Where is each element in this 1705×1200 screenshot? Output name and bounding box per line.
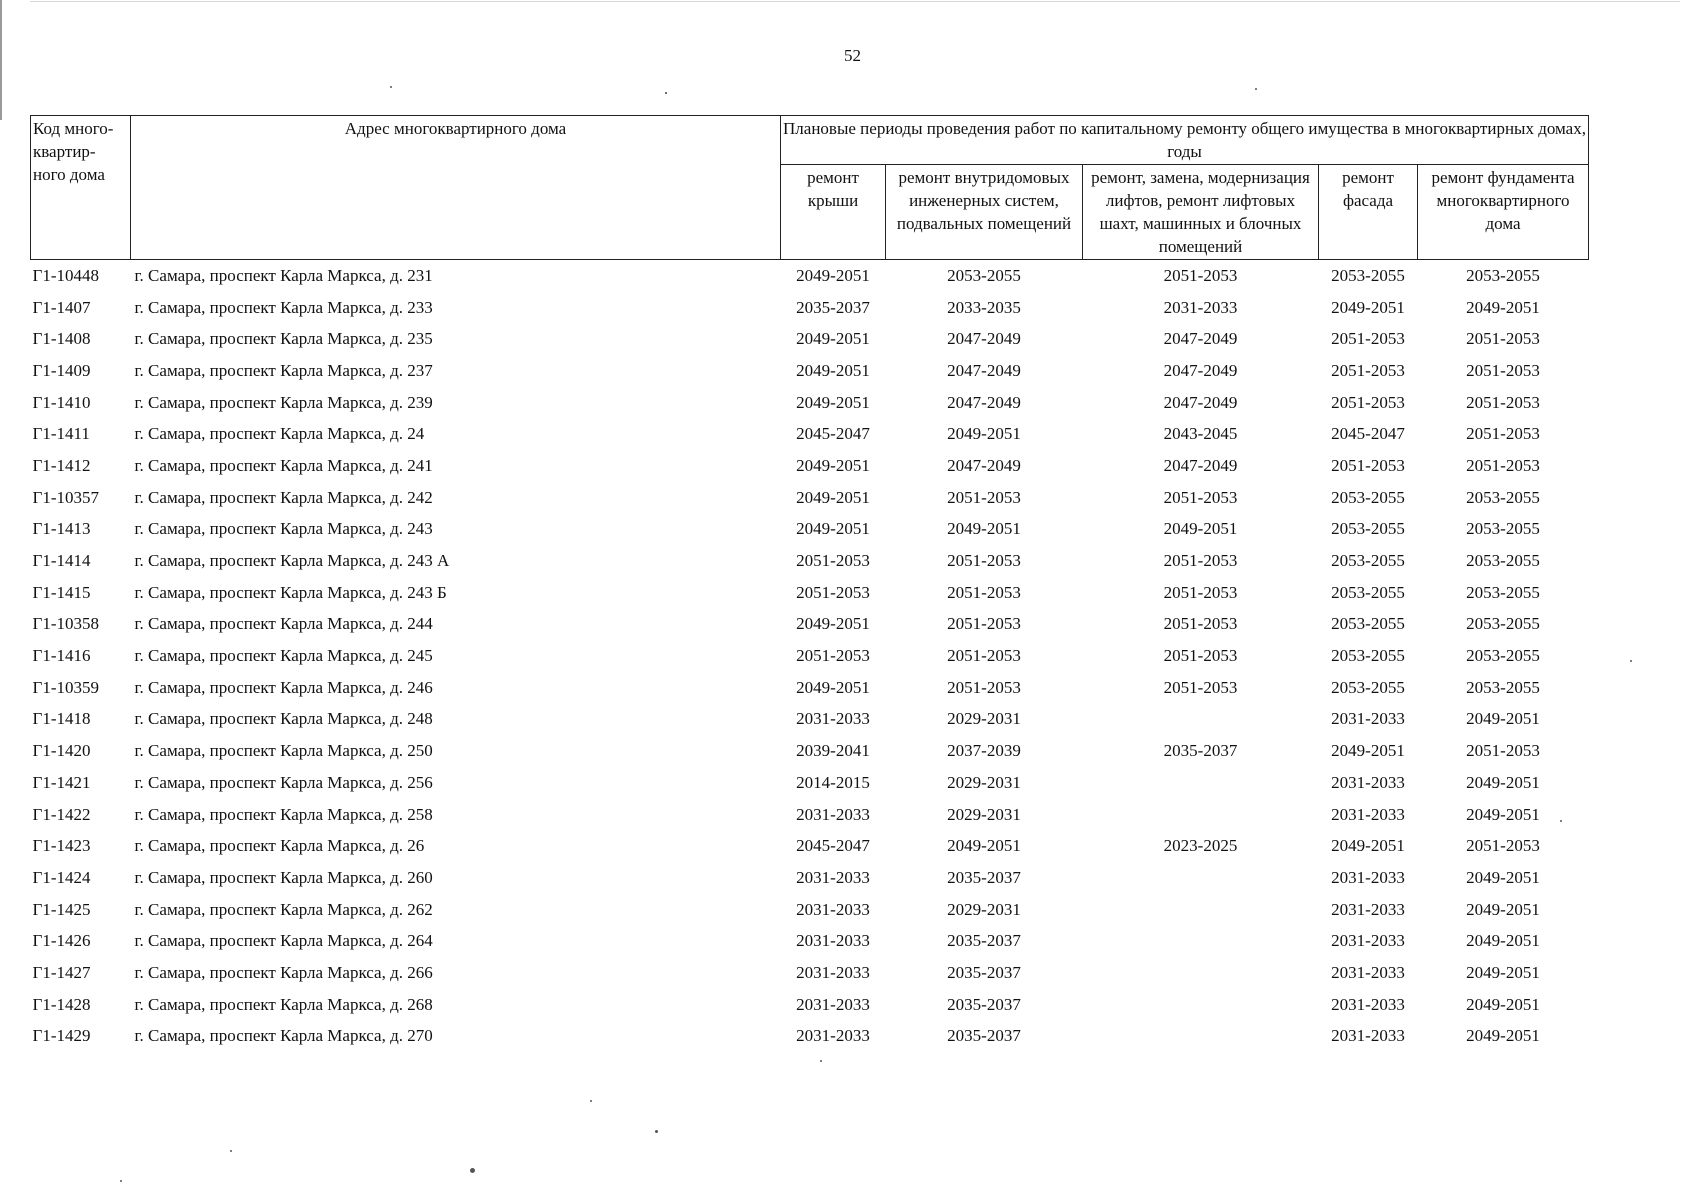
cell-elevators: 2047-2049	[1163, 360, 1238, 380]
capital-repair-table	[30, 115, 1589, 1052]
scan-speck	[655, 1130, 658, 1133]
cell-facade: 2049-2051	[1331, 836, 1405, 856]
cell-elevators	[1083, 957, 1319, 989]
cell-foundation: 2049-2051	[1466, 709, 1540, 729]
cell-facade: 2053-2055	[1331, 487, 1405, 507]
cell-address: г. Самара, проспект Карла Маркса, д. 268	[134, 994, 433, 1014]
cell-roof: 2035-2037	[796, 297, 870, 317]
table-row	[31, 1021, 1589, 1053]
cell-engineering: 2035-2037	[947, 994, 1021, 1014]
header-foundation: ремонт фундамента многоквартирного дома	[1418, 165, 1589, 260]
cell-engineering: 2049-2051	[947, 424, 1021, 444]
scan-speck	[470, 1168, 475, 1173]
cell-roof: 2031-2033	[796, 1026, 870, 1046]
cell-code: Г1-10357	[32, 487, 99, 507]
cell-engineering: 2047-2049	[947, 360, 1021, 380]
cell-facade: 2053-2055	[1331, 677, 1405, 697]
cell-roof: 2031-2033	[796, 994, 870, 1014]
cell-code: Г1-1420	[32, 741, 91, 761]
cell-code: Г1-1424	[32, 867, 91, 887]
cell-facade: 2045-2047	[1331, 424, 1405, 444]
cell-engineering: 2035-2037	[947, 931, 1021, 951]
cell-elevators: 2051-2053	[1163, 265, 1238, 285]
cell-facade: 2031-2033	[1331, 994, 1405, 1014]
cell-roof: 2051-2053	[796, 646, 870, 666]
cell-foundation: 2053-2055	[1466, 519, 1540, 539]
cell-facade: 2051-2053	[1331, 329, 1405, 349]
cell-elevators	[1083, 862, 1319, 894]
cell-foundation: 2049-2051	[1466, 804, 1540, 824]
table-row	[31, 957, 1589, 989]
cell-code: Г1-1410	[32, 392, 91, 412]
cell-facade: 2053-2055	[1331, 519, 1405, 539]
cell-elevators: 2047-2049	[1163, 392, 1238, 412]
cell-facade: 2051-2053	[1331, 360, 1405, 380]
cell-elevators: 2043-2045	[1163, 424, 1238, 444]
table-row	[31, 989, 1589, 1021]
table-row	[31, 450, 1589, 482]
cell-roof: 2031-2033	[796, 899, 870, 919]
cell-engineering: 2029-2031	[947, 804, 1021, 824]
table-row	[31, 735, 1589, 767]
cell-foundation: 2049-2051	[1466, 931, 1540, 951]
cell-elevators: 2051-2053	[1163, 614, 1238, 634]
cell-foundation: 2049-2051	[1466, 899, 1540, 919]
cell-address: г. Самара, проспект Карла Маркса, д. 245	[134, 646, 433, 666]
table-row	[31, 609, 1589, 641]
cell-roof: 2049-2051	[796, 614, 870, 634]
cell-elevators	[1083, 925, 1319, 957]
cell-foundation: 2049-2051	[1466, 994, 1540, 1014]
cell-engineering: 2029-2031	[947, 899, 1021, 919]
cell-engineering: 2051-2053	[947, 551, 1021, 571]
cell-roof: 2045-2047	[796, 424, 870, 444]
table-row	[31, 704, 1589, 736]
cell-engineering: 2053-2055	[947, 265, 1021, 285]
cell-code: Г1-1416	[32, 646, 91, 666]
cell-roof: 2051-2053	[796, 582, 870, 602]
cell-engineering: 2035-2037	[947, 1026, 1021, 1046]
table-row	[31, 925, 1589, 957]
cell-address: г. Самара, проспект Карла Маркса, д. 262	[134, 899, 433, 919]
cell-roof: 2039-2041	[796, 741, 870, 761]
cell-elevators: 2051-2053	[1163, 487, 1238, 507]
cell-roof: 2045-2047	[796, 836, 870, 856]
cell-facade: 2031-2033	[1331, 899, 1405, 919]
cell-foundation: 2049-2051	[1466, 962, 1540, 982]
cell-address: г. Самара, проспект Карла Маркса, д. 250	[134, 741, 433, 761]
cell-facade: 2031-2033	[1331, 804, 1405, 824]
cell-engineering: 2051-2053	[947, 582, 1021, 602]
scan-edge-top	[30, 1, 1680, 2]
cell-roof: 2049-2051	[796, 487, 870, 507]
cell-address: г. Самара, проспект Карла Маркса, д. 243 Б	[134, 582, 447, 602]
cell-address: г. Самара, проспект Карла Маркса, д. 266	[134, 962, 433, 982]
cell-facade: 2051-2053	[1331, 455, 1405, 475]
cell-elevators	[1083, 989, 1319, 1021]
cell-code: Г1-1421	[32, 772, 91, 792]
cell-address: г. Самара, проспект Карла Маркса, д. 256	[134, 772, 433, 792]
cell-roof: 2049-2051	[796, 519, 870, 539]
header-elevators: ремонт, замена, модернизация лифтов, ремонт лифтовых шахт, машинных и блочных помещений	[1083, 165, 1319, 260]
cell-foundation: 2053-2055	[1466, 487, 1540, 507]
cell-facade: 2031-2033	[1331, 772, 1405, 792]
scan-speck	[665, 92, 667, 94]
cell-address: г. Самара, проспект Карла Маркса, д. 264	[134, 931, 433, 951]
cell-foundation: 2051-2053	[1466, 392, 1540, 412]
cell-foundation: 2049-2051	[1466, 867, 1540, 887]
cell-foundation: 2051-2053	[1466, 741, 1540, 761]
cell-elevators: 2031-2033	[1163, 297, 1238, 317]
cell-roof: 2051-2053	[796, 551, 870, 571]
cell-code: Г1-1415	[32, 582, 91, 602]
cell-code: Г1-1414	[32, 551, 91, 571]
scan-speck	[820, 1060, 822, 1062]
cell-code: Г1-10358	[32, 614, 99, 634]
cell-code: Г1-1407	[32, 297, 91, 317]
cell-engineering: 2047-2049	[947, 392, 1021, 412]
table-row	[31, 355, 1589, 387]
cell-elevators: 2047-2049	[1163, 329, 1238, 349]
cell-facade: 2031-2033	[1331, 931, 1405, 951]
cell-facade: 2053-2055	[1331, 265, 1405, 285]
cell-address: г. Самара, проспект Карла Маркса, д. 243 А	[134, 551, 450, 571]
cell-code: Г1-1409	[32, 360, 91, 380]
table-row	[31, 830, 1589, 862]
cell-code: Г1-1428	[32, 994, 91, 1014]
cell-facade: 2031-2033	[1331, 962, 1405, 982]
cell-address: г. Самара, проспект Карла Маркса, д. 258	[134, 804, 433, 824]
table-row	[31, 767, 1589, 799]
scan-speck	[120, 1180, 122, 1182]
header-address: Адрес многоквартирного дома	[131, 116, 781, 260]
cell-foundation: 2053-2055	[1466, 614, 1540, 634]
header-periods-group: Плановые периоды проведения работ по капитальному ремонту общего имущества в многоквартирных домах, годы	[781, 116, 1589, 165]
cell-elevators: 2047-2049	[1163, 455, 1238, 475]
table-row	[31, 640, 1589, 672]
cell-engineering: 2033-2035	[947, 297, 1021, 317]
cell-code: Г1-10359	[32, 677, 99, 697]
cell-foundation: 2051-2053	[1466, 455, 1540, 475]
cell-facade: 2049-2051	[1331, 297, 1405, 317]
cell-facade: 2031-2033	[1331, 867, 1405, 887]
cell-foundation: 2053-2055	[1466, 646, 1540, 666]
cell-roof: 2049-2051	[796, 329, 870, 349]
cell-address: г. Самара, проспект Карла Маркса, д. 242	[134, 487, 433, 507]
cell-roof: 2031-2033	[796, 709, 870, 729]
cell-address: г. Самара, проспект Карла Маркса, д. 237	[134, 360, 433, 380]
cell-facade: 2049-2051	[1331, 741, 1405, 761]
cell-facade: 2053-2055	[1331, 582, 1405, 602]
header-facade: ремонт фасада	[1319, 165, 1418, 260]
cell-engineering: 2029-2031	[947, 772, 1021, 792]
scan-speck	[1255, 88, 1257, 90]
table-row	[31, 323, 1589, 355]
cell-roof: 2031-2033	[796, 931, 870, 951]
table-header	[31, 116, 1589, 260]
cell-roof: 2049-2051	[796, 360, 870, 380]
cell-elevators	[1083, 767, 1319, 799]
cell-code: Г1-1425	[32, 899, 91, 919]
header-row-top	[31, 116, 1589, 165]
cell-elevators: 2051-2053	[1163, 646, 1238, 666]
cell-engineering: 2047-2049	[947, 329, 1021, 349]
cell-engineering: 2035-2037	[947, 962, 1021, 982]
cell-code: Г1-1429	[32, 1026, 91, 1046]
cell-address: г. Самара, проспект Карла Маркса, д. 246	[134, 677, 433, 697]
table-row	[31, 260, 1589, 292]
cell-foundation: 2051-2053	[1466, 836, 1540, 856]
table-row	[31, 672, 1589, 704]
cell-code: Г1-1418	[32, 709, 91, 729]
cell-elevators	[1083, 894, 1319, 926]
cell-address: г. Самара, проспект Карла Маркса, д. 24	[134, 424, 425, 444]
cell-facade: 2031-2033	[1331, 709, 1405, 729]
cell-engineering: 2049-2051	[947, 519, 1021, 539]
cell-elevators: 2051-2053	[1163, 582, 1238, 602]
table-body	[31, 260, 1589, 1053]
cell-code: Г1-1408	[32, 329, 91, 349]
cell-foundation: 2051-2053	[1466, 424, 1540, 444]
cell-foundation: 2053-2055	[1466, 551, 1540, 571]
scan-speck	[1560, 820, 1562, 822]
cell-foundation: 2049-2051	[1466, 297, 1540, 317]
table-row	[31, 799, 1589, 831]
header-engineering: ремонт внутридомовых инженерных систем, подвальных помещений	[886, 165, 1083, 260]
table-row	[31, 577, 1589, 609]
cell-roof: 2014-2015	[796, 772, 870, 792]
header-roof: ремонт крыши	[781, 165, 886, 260]
cell-foundation: 2051-2053	[1466, 360, 1540, 380]
cell-code: Г1-10448	[32, 265, 99, 285]
cell-foundation: 2049-2051	[1466, 772, 1540, 792]
cell-elevators: 2049-2051	[1163, 519, 1238, 539]
table-row	[31, 482, 1589, 514]
cell-elevators: 2023-2025	[1163, 836, 1238, 856]
cell-elevators: 2051-2053	[1163, 677, 1238, 697]
cell-address: г. Самара, проспект Карла Маркса, д. 26	[134, 836, 425, 856]
cell-facade: 2053-2055	[1331, 614, 1405, 634]
cell-code: Г1-1413	[32, 519, 91, 539]
cell-address: г. Самара, проспект Карла Маркса, д. 260	[134, 867, 433, 887]
table-row	[31, 545, 1589, 577]
cell-address: г. Самара, проспект Карла Маркса, д. 270	[134, 1026, 433, 1046]
scan-speck	[230, 1150, 232, 1152]
table-row	[31, 862, 1589, 894]
cell-code: Г1-1412	[32, 455, 91, 475]
cell-foundation: 2049-2051	[1466, 1026, 1540, 1046]
cell-address: г. Самара, проспект Карла Маркса, д. 243	[134, 519, 433, 539]
cell-engineering: 2051-2053	[947, 487, 1021, 507]
cell-engineering: 2051-2053	[947, 677, 1021, 697]
cell-roof: 2031-2033	[796, 804, 870, 824]
header-code: Код много-квартир-ного дома	[31, 116, 131, 260]
table-row	[31, 418, 1589, 450]
cell-engineering: 2049-2051	[947, 836, 1021, 856]
cell-facade: 2053-2055	[1331, 646, 1405, 666]
cell-engineering: 2029-2031	[947, 709, 1021, 729]
table-row	[31, 292, 1589, 324]
cell-engineering: 2035-2037	[947, 867, 1021, 887]
cell-address: г. Самара, проспект Карла Маркса, д. 241	[134, 455, 433, 475]
cell-facade: 2051-2053	[1331, 392, 1405, 412]
cell-foundation: 2053-2055	[1466, 265, 1540, 285]
cell-roof: 2031-2033	[796, 867, 870, 887]
cell-roof: 2049-2051	[796, 455, 870, 475]
page-number: 52	[844, 46, 861, 65]
cell-elevators: 2035-2037	[1163, 741, 1238, 761]
cell-facade: 2031-2033	[1331, 1026, 1405, 1046]
cell-code: Г1-1426	[32, 931, 91, 951]
cell-address: г. Самара, проспект Карла Маркса, д. 233	[134, 297, 433, 317]
cell-foundation: 2053-2055	[1466, 582, 1540, 602]
cell-elevators	[1083, 704, 1319, 736]
cell-address: г. Самара, проспект Карла Маркса, д. 248	[134, 709, 433, 729]
table-row	[31, 894, 1589, 926]
cell-address: г. Самара, проспект Карла Маркса, д. 235	[134, 329, 433, 349]
cell-roof: 2049-2051	[796, 677, 870, 697]
cell-foundation: 2053-2055	[1466, 677, 1540, 697]
table-row	[31, 387, 1589, 419]
cell-engineering: 2051-2053	[947, 614, 1021, 634]
cell-code: Г1-1411	[32, 424, 90, 444]
scan-speck	[1630, 660, 1632, 662]
cell-address: г. Самара, проспект Карла Маркса, д. 239	[134, 392, 433, 412]
cell-facade: 2053-2055	[1331, 551, 1405, 571]
scan-speck	[590, 1100, 592, 1102]
cell-foundation: 2051-2053	[1466, 329, 1540, 349]
cell-code: Г1-1427	[32, 962, 91, 982]
scan-speck	[390, 86, 392, 88]
cell-address: г. Самара, проспект Карла Маркса, д. 231	[134, 265, 433, 285]
cell-address: г. Самара, проспект Карла Маркса, д. 244	[134, 614, 433, 634]
cell-elevators	[1083, 1021, 1319, 1053]
cell-elevators	[1083, 799, 1319, 831]
cell-roof: 2031-2033	[796, 962, 870, 982]
cell-code: Г1-1422	[32, 804, 91, 824]
cell-roof: 2049-2051	[796, 265, 870, 285]
cell-code: Г1-1423	[32, 836, 91, 856]
cell-engineering: 2051-2053	[947, 646, 1021, 666]
cell-roof: 2049-2051	[796, 392, 870, 412]
cell-engineering: 2037-2039	[947, 741, 1021, 761]
table-row	[31, 514, 1589, 546]
cell-engineering: 2047-2049	[947, 455, 1021, 475]
cell-elevators: 2051-2053	[1163, 551, 1238, 571]
